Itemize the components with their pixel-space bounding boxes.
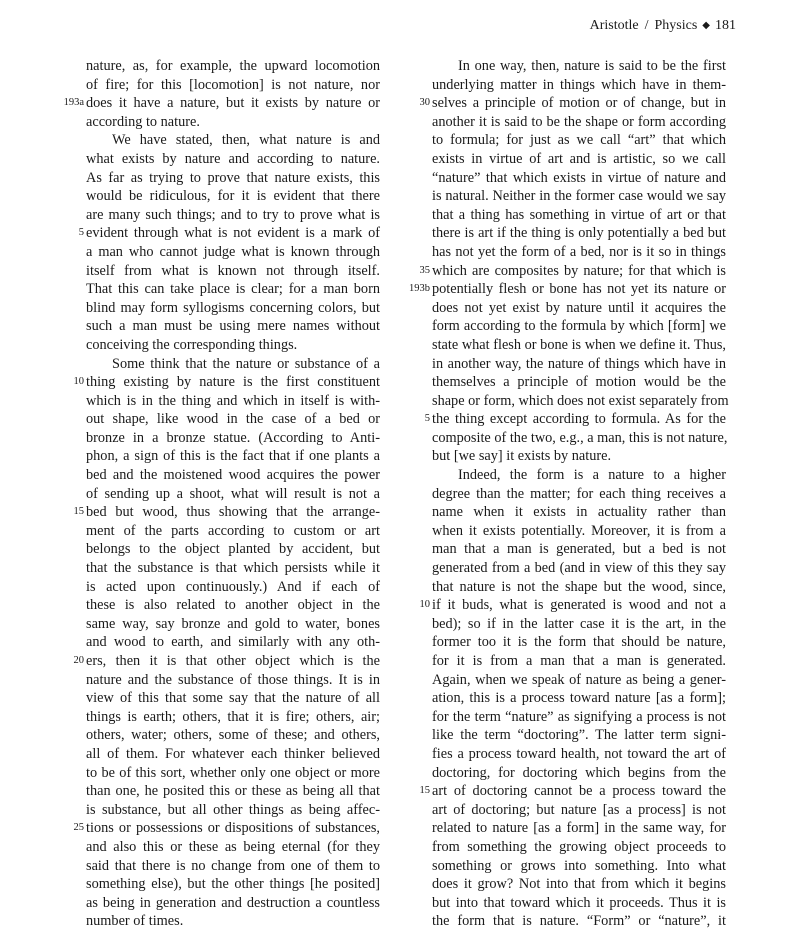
line-text: said that there is no change from one of them to bbox=[86, 857, 380, 874]
line-text: that nature is not the shape but the wood, since, bbox=[432, 578, 726, 595]
text-line bbox=[86, 745, 380, 764]
text-line bbox=[86, 336, 380, 355]
line-text: form according to the formula by which [form] we bbox=[432, 318, 726, 335]
line-text: there is art if the thing is only potentially a bed but bbox=[432, 225, 726, 242]
diamond-ornament-icon: ◆ bbox=[702, 20, 710, 31]
text-line bbox=[86, 150, 380, 169]
line-text: nature, as, for example, the upward locomotion bbox=[86, 58, 380, 74]
text-line bbox=[86, 76, 380, 95]
line-text: that the substance is that which persists while it bbox=[86, 560, 380, 577]
running-header bbox=[590, 18, 736, 34]
line-text: others, water; others, some of these; and others, bbox=[86, 727, 380, 744]
text-line bbox=[86, 355, 380, 374]
line-text: but [we say] it exists by nature. bbox=[432, 448, 612, 465]
text-line bbox=[86, 782, 380, 801]
text-line bbox=[86, 131, 380, 150]
text-line bbox=[432, 131, 726, 150]
text-line bbox=[432, 355, 726, 374]
line-text: these is also related to another object in the bbox=[86, 597, 380, 614]
text-line bbox=[419, 782, 726, 801]
line-text: to be of this sort, whether only one object or more bbox=[86, 764, 380, 781]
line-marker: 5 bbox=[424, 413, 430, 425]
text-line bbox=[73, 819, 380, 838]
line-text: art of doctoring cannot be a process toward the bbox=[432, 783, 726, 800]
line-marker: 35 bbox=[419, 264, 430, 276]
line-text: does not yet exist by nature until it acquires the bbox=[432, 299, 726, 316]
text-line bbox=[86, 801, 380, 820]
text-line bbox=[432, 373, 726, 392]
line-text: and wood to earth, and similarly with any oth- bbox=[86, 634, 380, 651]
line-text: That this can take place is clear; for a man born bbox=[86, 281, 380, 298]
text-line bbox=[86, 596, 380, 615]
line-text: view of this that some say that the nature of all bbox=[86, 690, 380, 707]
text-line bbox=[86, 708, 380, 727]
text-line bbox=[432, 429, 726, 448]
line-text: Again, when we speak of nature as being a gener- bbox=[432, 671, 726, 688]
line-text: evident through what is not evident is a mark of bbox=[86, 225, 380, 242]
text-line bbox=[432, 578, 726, 597]
line-text: tions or possessions or dispositions of substances, bbox=[86, 820, 380, 837]
line-marker: 5 bbox=[78, 227, 84, 239]
line-text: is acted upon continuously.) And if each of bbox=[86, 578, 380, 595]
header-separator: / bbox=[644, 18, 649, 33]
text-line bbox=[86, 429, 380, 448]
line-text: number of times. bbox=[86, 913, 184, 930]
line-text: like the term “doctoring”. The latter term signi- bbox=[432, 727, 726, 744]
line-marker: 20 bbox=[73, 655, 84, 666]
text-line bbox=[432, 503, 726, 522]
text-line bbox=[86, 671, 380, 690]
text-line bbox=[86, 317, 380, 336]
text-line bbox=[86, 726, 380, 745]
text-line bbox=[86, 559, 380, 578]
line-marker: 193a bbox=[63, 97, 84, 109]
text-line bbox=[86, 857, 380, 876]
text-line bbox=[86, 615, 380, 634]
line-text: which is in the thing and which in itself is with- bbox=[86, 392, 380, 409]
text-line bbox=[432, 57, 726, 76]
text-line bbox=[86, 262, 380, 281]
line-text: but into that toward which it proceeds. Thus it is bbox=[432, 894, 726, 911]
line-text: as being in generation and destruction a countless bbox=[86, 894, 380, 911]
line-text: in another way, the nature of things which have in bbox=[432, 355, 726, 372]
text-line bbox=[86, 299, 380, 318]
text-line bbox=[432, 243, 726, 262]
text-line bbox=[86, 206, 380, 225]
line-text: does it grow? Not into that from which it begins bbox=[432, 876, 726, 893]
line-text: In one way, then, nature is said to be the first bbox=[458, 58, 726, 74]
text-line bbox=[432, 857, 726, 876]
text-line bbox=[86, 485, 380, 504]
text-line bbox=[86, 633, 380, 652]
text-line bbox=[432, 392, 729, 411]
text-line bbox=[86, 243, 380, 262]
header-work: Physics bbox=[654, 18, 698, 33]
text-line bbox=[86, 540, 380, 559]
line-text: according to nature. bbox=[86, 113, 200, 130]
line-text: name when it exists in actuality rather than bbox=[432, 504, 726, 521]
line-text: As far as trying to prove that nature exists, this bbox=[86, 169, 380, 186]
text-line bbox=[432, 113, 726, 132]
line-text: thing existing by nature is the first constituent bbox=[86, 374, 380, 391]
line-marker: 10 bbox=[73, 376, 84, 388]
line-text: has not yet the form of a bed, nor is it so in things bbox=[432, 243, 726, 260]
line-text: former too it is the form that should be nature, bbox=[432, 634, 726, 651]
line-text: conceiving the corresponding things. bbox=[86, 336, 298, 353]
line-text: from something the growing object proceeds to bbox=[432, 838, 726, 855]
text-line bbox=[86, 894, 380, 913]
line-text: bed); so if in the latter case it is the art, in the bbox=[432, 615, 726, 632]
line-text: ers, then it is that other object which is the bbox=[86, 653, 380, 669]
text-line bbox=[432, 801, 726, 820]
header-author: Aristotle bbox=[589, 18, 639, 33]
line-text: for it is from a man that a man is generated. bbox=[432, 653, 726, 669]
line-text: and also this or these as being eternal (for they bbox=[86, 838, 380, 855]
line-text: a man who cannot judge what is known through bbox=[86, 243, 380, 260]
text-line bbox=[432, 708, 726, 727]
text-line bbox=[73, 373, 380, 392]
line-text: such a man must be using mere names without bbox=[86, 318, 380, 335]
line-text: all of them. For whatever each thinker believed bbox=[86, 745, 380, 762]
text-line bbox=[86, 764, 380, 783]
text-line bbox=[86, 392, 380, 411]
line-text: for the term “nature” as signifying a process is not bbox=[432, 708, 726, 725]
line-text: Indeed, the form is a nature to a higher bbox=[458, 467, 726, 484]
line-text: that a thing has something in virtue of art or that bbox=[432, 206, 726, 223]
text-line bbox=[86, 187, 380, 206]
line-text: of sending up a shoot, what will result is not a bbox=[86, 485, 380, 502]
line-text: composite of the two, e.g., a man, this is not nature, bbox=[432, 429, 728, 446]
line-text: would be ridiculous, for it is evident that there bbox=[86, 188, 380, 205]
text-line bbox=[86, 578, 380, 597]
line-text: which are composites by nature; for that which is bbox=[432, 262, 726, 279]
text-line bbox=[78, 224, 380, 243]
text-line bbox=[432, 671, 726, 690]
line-text: degree than the matter; for each thing receives a bbox=[432, 485, 726, 502]
right-text-column bbox=[409, 57, 729, 931]
line-text: bed but wood, thus showing that the arrange- bbox=[86, 504, 380, 521]
line-text: themselves a principle of motion would be the bbox=[432, 374, 726, 391]
text-line bbox=[432, 224, 726, 243]
line-text: ment of the parts according to custom or art bbox=[86, 522, 380, 539]
line-text: is substance, but all other things as being affec- bbox=[86, 801, 380, 818]
line-text: is natural. Neither in the former case would we say bbox=[432, 188, 726, 205]
line-text: “nature” that which exists in virtue of nature and bbox=[432, 169, 726, 186]
text-line bbox=[432, 169, 726, 188]
line-text: things is earth; others, that it is fire; others, air; bbox=[86, 708, 380, 725]
line-text: phon, a sign of this is the fact that if one plants a bbox=[86, 448, 380, 465]
line-text: man that a man is generated, but a bed is not bbox=[432, 541, 726, 558]
text-line bbox=[432, 894, 726, 913]
text-line bbox=[86, 410, 380, 429]
line-text: than one, he posited this or these as being all that bbox=[86, 783, 380, 800]
text-line bbox=[432, 336, 726, 355]
text-line bbox=[86, 169, 380, 188]
line-text: generated from a bed (and in view of this they say bbox=[432, 560, 726, 577]
line-text: bronze in a bronze statue. (According to Anti- bbox=[86, 429, 380, 446]
line-marker: 10 bbox=[419, 599, 430, 611]
text-line bbox=[432, 764, 726, 783]
line-text: Some think that the nature or substance of a bbox=[112, 355, 380, 372]
line-text: blind may form syllogisms concerning colors, but bbox=[86, 299, 380, 316]
text-line bbox=[432, 206, 726, 225]
line-text: state what flesh or bone is when we define it. Thus, bbox=[432, 336, 726, 353]
text-line bbox=[432, 522, 726, 541]
text-line bbox=[86, 447, 380, 466]
line-text: selves a principle of motion or of change, but in bbox=[432, 95, 726, 112]
line-text: another it is said to be the shape or form according bbox=[432, 113, 726, 130]
text-line bbox=[432, 150, 726, 169]
text-line bbox=[432, 633, 726, 652]
text-line bbox=[432, 689, 726, 708]
text-line bbox=[63, 94, 380, 113]
line-text: shape or form, which does not exist separately from bbox=[432, 392, 729, 409]
line-text: same way, say bronze and gold to water, bones bbox=[86, 615, 380, 632]
text-line bbox=[86, 280, 380, 299]
line-text: to formula; for just as we call “art” that which bbox=[432, 132, 726, 149]
line-marker: 193b bbox=[409, 283, 430, 295]
text-line bbox=[432, 466, 726, 485]
line-text: out shape, like wood in the case of a bed or bbox=[86, 411, 380, 428]
line-text: nature and the substance of those things. It is in bbox=[86, 671, 380, 688]
text-line bbox=[86, 466, 380, 485]
text-line bbox=[419, 596, 726, 615]
line-marker: 25 bbox=[73, 822, 84, 834]
text-line bbox=[424, 410, 726, 429]
text-line bbox=[419, 262, 726, 281]
text-line bbox=[86, 838, 380, 857]
text-line bbox=[432, 838, 726, 857]
text-line bbox=[86, 57, 380, 76]
line-marker: 15 bbox=[419, 785, 430, 797]
line-text: We have stated, then, what nature is and bbox=[112, 132, 380, 149]
text-line bbox=[419, 94, 726, 113]
line-text: exists in virtue of art and is artistic, so we call bbox=[432, 150, 726, 167]
line-text: of fire; for this [locomotion] is not nature, nor bbox=[86, 76, 380, 93]
line-text: does it have a nature, but it exists by nature or bbox=[86, 95, 380, 112]
line-marker: 15 bbox=[73, 506, 84, 518]
line-text: fies a process toward health, not toward the art of bbox=[432, 745, 726, 762]
text-line bbox=[432, 447, 726, 466]
text-line bbox=[86, 912, 380, 931]
line-text: something else), but the other things [he posited] bbox=[86, 876, 380, 893]
text-line bbox=[409, 280, 726, 299]
text-line bbox=[432, 559, 726, 578]
text-line bbox=[432, 76, 726, 95]
text-line bbox=[432, 317, 726, 336]
text-line bbox=[73, 503, 380, 522]
line-text: what exists by nature and according to nature. bbox=[86, 150, 380, 167]
text-line bbox=[86, 522, 380, 541]
text-line bbox=[432, 187, 726, 206]
text-line bbox=[432, 652, 726, 671]
text-line bbox=[432, 540, 726, 559]
text-line bbox=[432, 745, 726, 764]
page-number: 181 bbox=[715, 18, 736, 33]
line-text: bed and the moistened wood acquires the power bbox=[86, 467, 380, 484]
text-line bbox=[73, 652, 380, 671]
text-line bbox=[432, 299, 726, 318]
text-line bbox=[432, 819, 726, 838]
text-line bbox=[432, 726, 726, 745]
text-line bbox=[86, 875, 380, 894]
line-text: the form that is nature. “Form” or “nature”, it bbox=[432, 913, 726, 930]
left-text-column bbox=[63, 57, 380, 931]
line-text: potentially flesh or bone has not yet its nature or bbox=[432, 281, 726, 298]
line-text: are many such things; and to try to prove what is bbox=[86, 206, 380, 223]
line-text: related to nature [as a form] in the same way, for bbox=[432, 820, 726, 837]
line-text: doctoring, for doctoring which begins from the bbox=[432, 764, 726, 781]
line-text: if it buds, what is generated is wood and not a bbox=[432, 597, 726, 614]
text-line bbox=[432, 485, 726, 504]
line-text: belongs to the object planted by accident, but bbox=[86, 541, 380, 558]
text-line bbox=[432, 875, 726, 894]
line-text: itself from what is known not through itself. bbox=[86, 262, 380, 279]
text-line bbox=[86, 689, 380, 708]
line-text: when it exists potentially. Moreover, it is from a bbox=[432, 522, 726, 539]
line-marker: 30 bbox=[419, 97, 430, 109]
text-line bbox=[432, 912, 726, 931]
line-text: the thing except according to formula. As for the bbox=[432, 411, 726, 428]
line-text: art of doctoring; but nature [as a process] is not bbox=[432, 801, 726, 818]
line-text: ation, this is a process toward nature [as a form]; bbox=[432, 690, 726, 707]
text-line bbox=[86, 113, 380, 132]
text-line bbox=[432, 615, 726, 634]
line-text: something or grows into something. Into what bbox=[432, 857, 726, 874]
line-text: underlying matter in things which have in them- bbox=[432, 76, 726, 93]
